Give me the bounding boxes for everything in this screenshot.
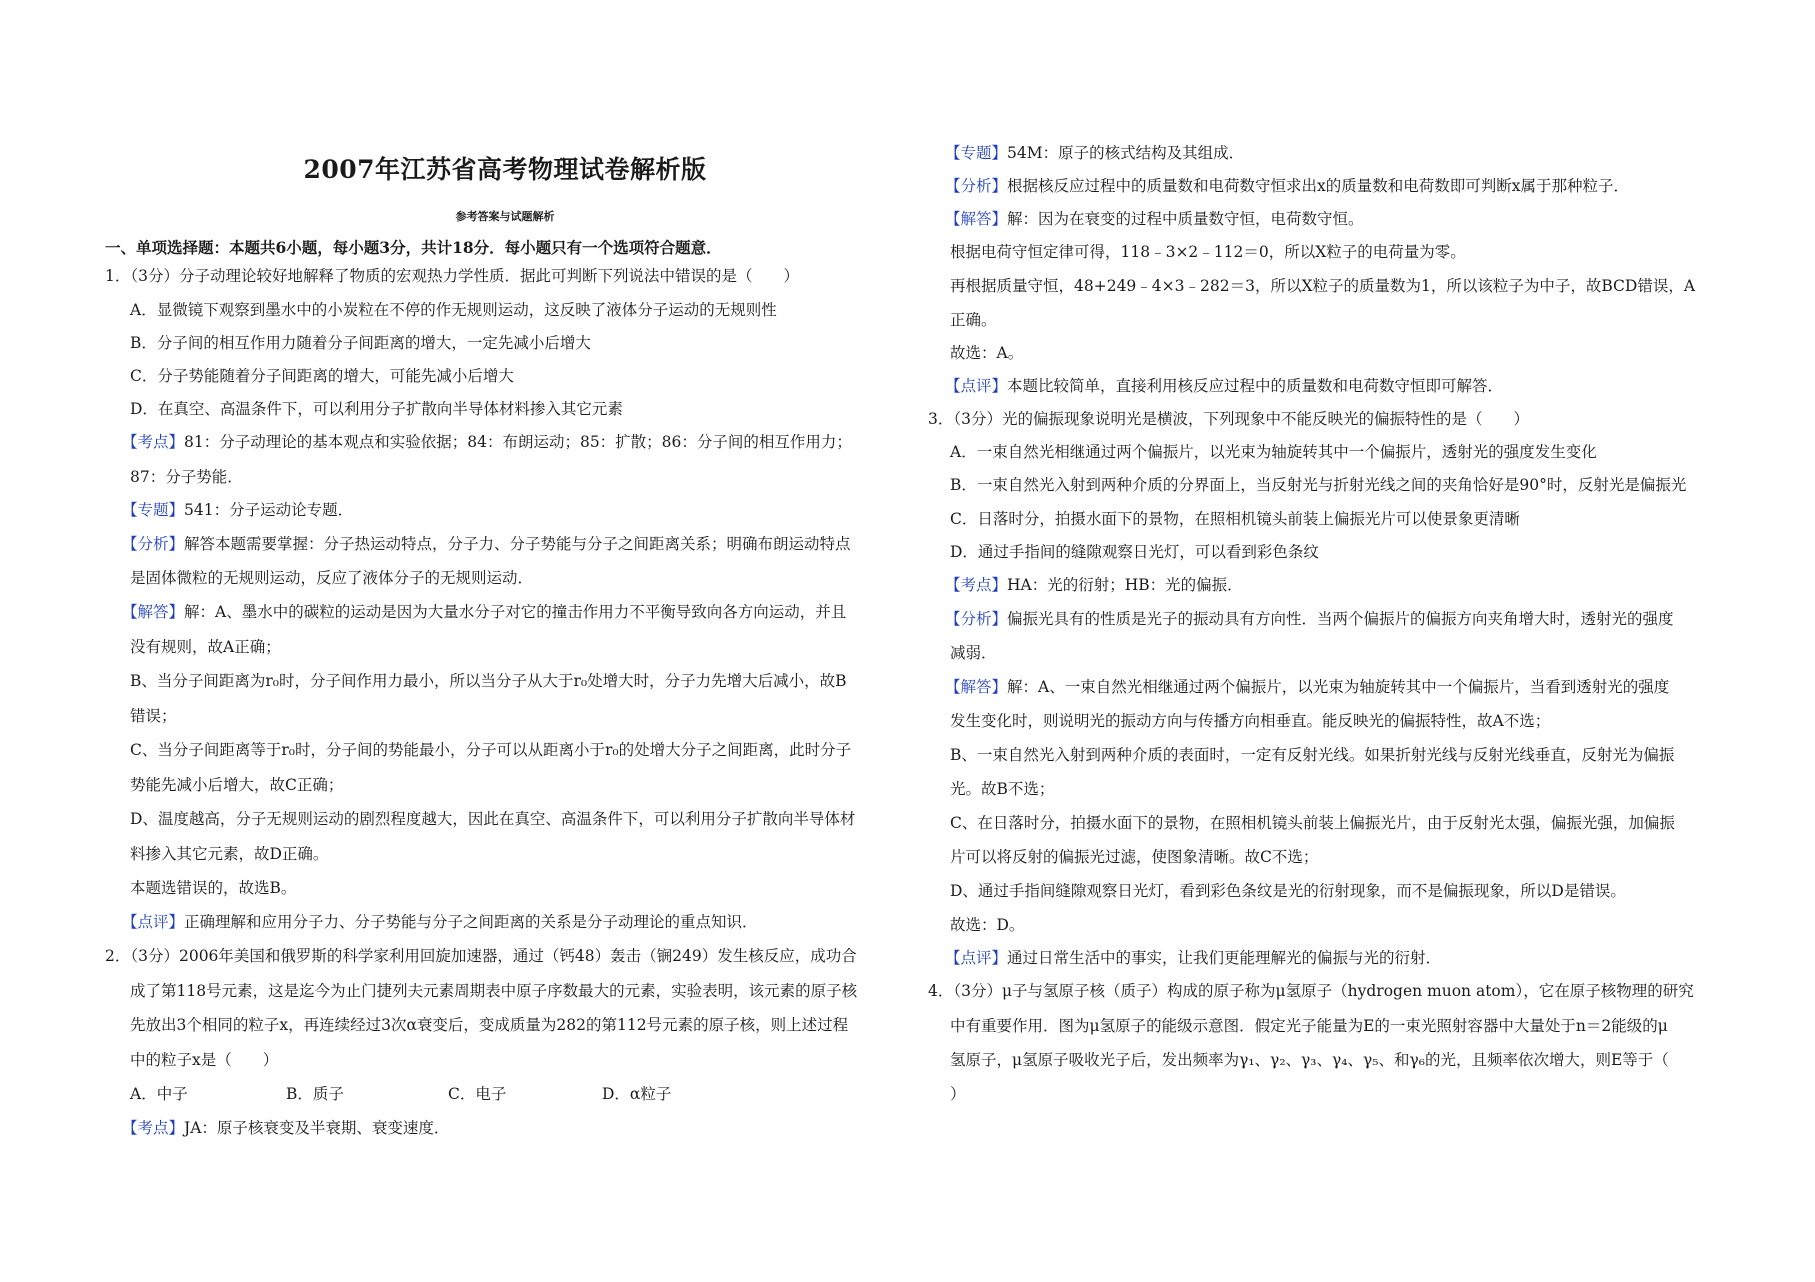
q2-jieda-line: 再根据质量守恒，48+249﹣4×3﹣282＝3，所以X粒子的质量数为1，所以该粒子为中子，故BCD错误，A xyxy=(950,277,1696,295)
q3-stem: 3．（3分）光的偏振现象说明光是横波，下列现象中不能反映光的偏振特性的是（ ） xyxy=(928,410,1529,428)
q1-jieda-line: 没有规则，故A正确； xyxy=(130,638,281,656)
jieda-tag: 【解答】 xyxy=(945,678,1008,696)
kaodian-text: JA：原子核衰变及半衰期、衰变速度． xyxy=(184,1119,450,1137)
q4-stem-line: 氢原子，μ氢原子吸收光子后，发出频率为γ₁、γ₂、γ₃、γ₄、γ₅、和γ₆的光，且频率依次增大，则E等于（ xyxy=(950,1051,1669,1069)
q1-kaodian xyxy=(122,432,852,452)
q1-zhuanti xyxy=(122,500,353,520)
q1-jieda-line: 本题选错误的，故选B。 xyxy=(130,879,297,897)
jieda-tag: 【解答】 xyxy=(945,210,1008,228)
q1-dianping xyxy=(122,912,758,932)
zhuanti-text: 54M：原子的核式结构及其组成． xyxy=(1007,144,1245,162)
q1-jieda-line: 料掺入其它元素，故D正确。 xyxy=(130,845,329,863)
q1-fenxi-cont: 是固体微粒的无规则运动，反应了液体分子的无规则运动． xyxy=(130,569,534,587)
fenxi-text: 根据核反应过程中的质量数和电荷数守恒求出x的质量数和电荷数即可判断x属于那种粒子． xyxy=(1007,177,1630,195)
page-subtitle: 参考答案与试题解析 xyxy=(455,210,555,223)
q2-jieda-line: 根据电荷守恒定律可得，118﹣3×2﹣112＝0，所以X粒子的电荷量为零。 xyxy=(950,243,1466,261)
jieda-text: 解：A、一束自然光相继通过两个偏振片，以光束为轴旋转其中一个偏振片，当看到透射光的强度 xyxy=(1007,678,1670,696)
q1-option-a: A．显微镜下观察到墨水中的小炭粒在不停的作无规则运动，这反映了液体分子运动的无规则性 xyxy=(130,301,777,319)
q3-dianping xyxy=(945,948,1441,968)
q3-jieda-line: B、一束自然光入射到两种介质的表面时，一定有反射光线。如果折射光线与反射光线垂直，反射光为偏振 xyxy=(950,746,1675,764)
q2-jieda xyxy=(945,209,1364,229)
dianping-tag: 【点评】 xyxy=(122,913,185,931)
zhuanti-tag: 【专题】 xyxy=(945,144,1008,162)
kaodian-text: HA：光的衍射；HB：光的偏振． xyxy=(1007,576,1243,594)
q2-stem-line: 先放出3个相同的粒子x，再连续经过3次α衰变后，变成质量为282的第112号元素的原子核，则上述过程 xyxy=(130,1016,849,1034)
q2-jieda-line: 故选：A。 xyxy=(950,344,1024,362)
q3-jieda-line: 故选：D。 xyxy=(950,916,1025,934)
q3-option-d: D．通过手指间的缝隙观察日光灯，可以看到彩色条纹 xyxy=(950,543,1319,561)
q3-jieda-line: 发生变化时，则说明光的振动方向与传播方向相垂直。能反映光的偏振特性，故A不选； xyxy=(950,712,1551,730)
q3-kaodian xyxy=(945,575,1243,595)
kaodian-tag: 【考点】 xyxy=(945,576,1008,594)
q4-stem-line: 中有重要作用．图为μ氢原子的能级示意图．假定光子能量为E的一束光照射容器中大量处于n＝2能级的μ xyxy=(950,1017,1668,1035)
q4-stem: 4．（3分）μ子与氢原子核（质子）构成的原子称为μ氢原子（hydrogen muon atom），它在原子核物理的研究 xyxy=(928,982,1694,1000)
dianping-text: 通过日常生活中的事实，让我们更能理解光的偏振与光的衍射． xyxy=(1007,949,1442,967)
section-heading: 一、单项选择题：本题共6小题，每小题3分，共计18分．每小题只有一个选项符合题意． xyxy=(105,238,722,257)
page-title: 2007年江苏省高考物理试卷解析版 xyxy=(303,155,707,184)
q2-option-d: D．α粒子 xyxy=(602,1085,672,1103)
q3-jieda xyxy=(945,677,1669,697)
dianping-text: 正确理解和应用分子力、分子势能与分子之间距离的关系是分子动理论的重点知识． xyxy=(184,913,758,931)
q1-jieda-line: C、当分子间距离等于r₀时，分子间的势能最小，分子可以从距离小于r₀的处增大分子之间距离，此时分子 xyxy=(130,741,852,759)
q2-stem-line: 成了第118号元素，这是迄今为止门捷列夫元素周期表中原子序数最大的元素，实验表明，该元素的原子核 xyxy=(130,982,858,1000)
q3-jieda-line: 光。故B不选； xyxy=(950,780,1055,798)
fenxi-tag: 【分析】 xyxy=(122,535,185,553)
q3-jieda-line: 片可以将反射的偏振光过滤，使图象清晰。故C不选； xyxy=(950,848,1319,866)
q1-option-c: C．分子势能随着分子间距离的增大，可能先减小后增大 xyxy=(130,367,514,385)
zhuanti-text: 541：分子运动论专题． xyxy=(184,501,354,519)
q2-stem-line: 中的粒子x是（ ） xyxy=(130,1051,279,1069)
fenxi-tag: 【分析】 xyxy=(945,610,1008,628)
q3-jieda-line: D、通过手指间缝隙观察日光灯，看到彩色条纹是光的衍射现象，而不是偏振现象，所以D是错误。 xyxy=(950,882,1626,900)
q2-dianping xyxy=(945,376,1503,396)
dianping-tag: 【点评】 xyxy=(945,949,1008,967)
q1-kaodian-cont: 87：分子势能． xyxy=(130,468,243,486)
zhuanti-tag: 【专题】 xyxy=(122,501,185,519)
q2-kaodian xyxy=(122,1118,449,1138)
q2-option-a: A．中子 xyxy=(130,1085,188,1103)
q2-zhuanti xyxy=(945,143,1244,163)
fenxi-text: 偏振光具有的性质是光子的振动具有方向性．当两个偏振片的偏振方向夹角增大时，透射光的强度 xyxy=(1007,610,1674,628)
q1-jieda xyxy=(122,602,846,622)
q3-option-b: B．一束自然光入射到两种介质的分界面上，当反射光与折射光线之间的夹角恰好是90°时，反射光是偏振光 xyxy=(950,476,1687,494)
q1-jieda-line: D、温度越高，分子无规则运动的剧烈程度越大，因此在真空、高温条件下，可以利用分子扩散向半导体材 xyxy=(130,810,856,828)
q2-option-b: B．质子 xyxy=(286,1085,344,1103)
q3-fenxi-cont: 减弱． xyxy=(950,644,997,662)
q1-jieda-line: B、当分子间距离为r₀时，分子间作用力最小，所以当分子从大于r₀处增大时，分子力先增大后减小，故B xyxy=(130,672,847,690)
dianping-text: 本题比较简单，直接利用核反应过程中的质量数和电荷数守恒即可解答． xyxy=(1007,377,1504,395)
fenxi-text: 解答本题需要掌握：分子热运动特点，分子力、分子势能与分子之间距离关系；明确布朗运动特点 xyxy=(184,535,851,553)
q1-option-d: D．在真空、高温条件下，可以利用分子扩散向半导体材料掺入其它元素 xyxy=(130,400,623,418)
jieda-tag: 【解答】 xyxy=(122,603,185,621)
kaodian-tag: 【考点】 xyxy=(122,433,185,451)
q1-jieda-line: 势能先减小后增大，故C正确； xyxy=(130,776,344,794)
jieda-text: 解：A、墨水中的碳粒的运动是因为大量水分子对它的撞击作用力不平衡导致向各方向运动，并且 xyxy=(184,603,847,621)
q1-fenxi xyxy=(122,534,851,554)
q1-option-b: B．分子间的相互作用力随着分子间距离的增大，一定先减小后增大 xyxy=(130,334,591,352)
kaodian-text: 81：分子动理论的基本观点和实验依据；84：布朗运动；85：扩散；86：分子间的相互作用力； xyxy=(184,433,852,451)
q2-stem: 2．（3分）2006年美国和俄罗斯的科学家利用回旋加速器，通过（钙48）轰击（锎249）发生核反应，成功合 xyxy=(105,947,857,965)
jieda-text: 解：因为在衰变的过程中质量数守恒，电荷数守恒。 xyxy=(1007,210,1364,228)
q1-stem: 1．（3分）分子动理论较好地解释了物质的宏观热力学性质．据此可判断下列说法中错误的是（ ） xyxy=(105,267,799,285)
q1-jieda-line: 错误； xyxy=(130,707,177,725)
dianping-tag: 【点评】 xyxy=(945,377,1008,395)
q3-jieda-line: C、在日落时分，拍摄水面下的景物，在照相机镜头前装上偏振光片，由于反射光太强，偏振光强，加偏振 xyxy=(950,814,1675,832)
q2-fenxi xyxy=(945,176,1629,196)
q2-option-c: C．电子 xyxy=(448,1085,507,1103)
kaodian-tag: 【考点】 xyxy=(122,1119,185,1137)
fenxi-tag: 【分析】 xyxy=(945,177,1008,195)
q3-option-a: A．一束自然光相继通过两个偏振片，以光束为轴旋转其中一个偏振片，透射光的强度发生变化 xyxy=(950,443,1597,461)
q4-stem-line: ） xyxy=(950,1085,966,1103)
q3-fenxi xyxy=(945,609,1674,629)
q2-jieda-line: 正确。 xyxy=(950,311,997,329)
q3-option-c: C．日落时分，拍摄水面下的景物，在照相机镜头前装上偏振光片可以使景象更清晰 xyxy=(950,510,1520,528)
